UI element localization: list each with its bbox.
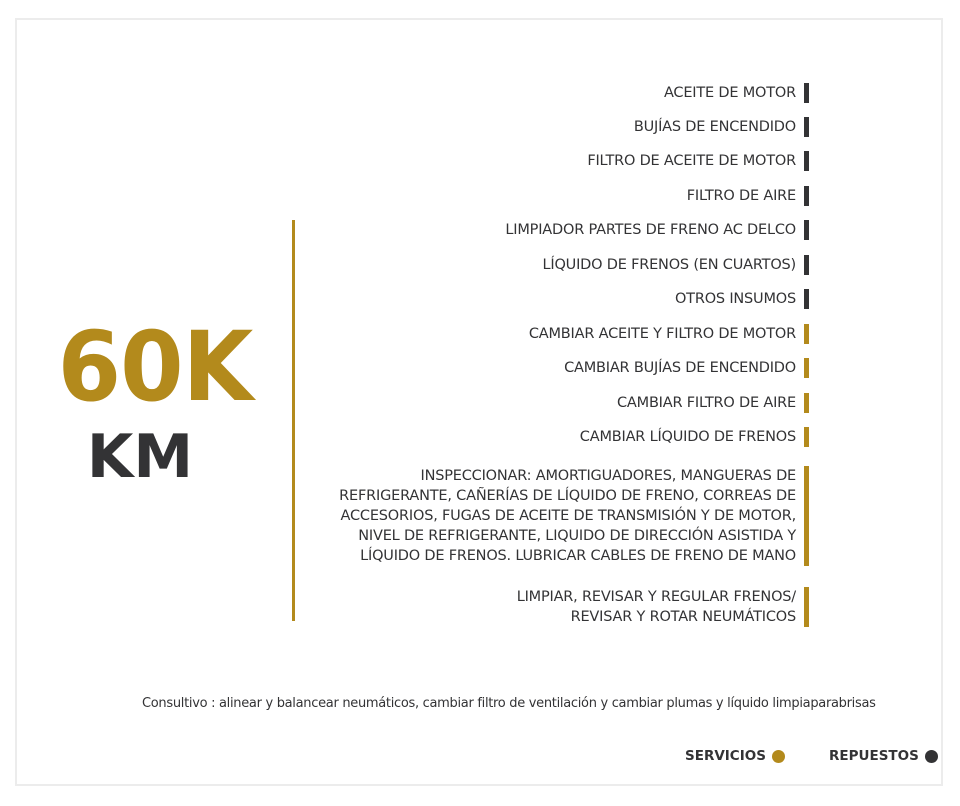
list-item-text: LÍQUIDO DE FRENOS (EN CUARTOS) <box>542 257 796 273</box>
list-item-text: LIMPIAR, REVISAR Y REGULAR FRENOS/ REVISAR Y ROTAR NEUMÁTICOS <box>516 589 796 625</box>
legend-servicios <box>685 748 785 764</box>
list-item <box>634 117 809 137</box>
vertical-divider <box>292 220 295 621</box>
servicio-marker <box>804 393 809 413</box>
legend-repuestos-label: REPUESTOS <box>829 748 919 764</box>
list-item <box>517 587 809 627</box>
servicio-marker <box>804 324 809 344</box>
list-item-text: CAMBIAR ACEITE Y FILTRO DE MOTOR <box>528 326 796 342</box>
list-item-text: FILTRO DE ACEITE DE MOTOR <box>587 153 796 169</box>
list-item-text: ACEITE DE MOTOR <box>663 85 796 101</box>
legend-repuestos-dot-icon <box>925 750 938 763</box>
interval-unit: KM <box>86 422 194 492</box>
repuesto-marker <box>804 117 809 137</box>
advisory-note: Consultivo : alinear y balancear neumáticos, cambiar filtro de ventilación y cambiar plumas y líquido limpiaparabrisas <box>142 696 876 711</box>
list-item <box>564 358 809 378</box>
list-item <box>587 151 809 171</box>
legend-servicios-dot-icon <box>772 750 785 763</box>
list-item-text: CAMBIAR BUJÍAS DE ENCENDIDO <box>564 360 796 376</box>
repuesto-marker <box>804 151 809 171</box>
servicio-marker <box>804 466 809 566</box>
list-item <box>505 220 809 240</box>
repuesto-marker <box>804 220 809 240</box>
servicio-marker <box>804 358 809 378</box>
list-item-text: CAMBIAR LÍQUIDO DE FRENOS <box>579 429 796 445</box>
list-item <box>339 466 809 566</box>
list-item <box>529 324 809 344</box>
repuesto-marker <box>804 255 809 275</box>
servicio-marker <box>804 427 809 447</box>
repuesto-marker <box>804 289 809 309</box>
list-item <box>664 83 809 103</box>
list-item-text: OTROS INSUMOS <box>674 291 796 307</box>
interval-block <box>40 312 270 492</box>
legend-servicios-label: SERVICIOS <box>685 748 766 764</box>
list-item <box>580 427 809 447</box>
list-item-text: BUJÍAS DE ENCENDIDO <box>633 119 796 135</box>
list-item <box>542 255 809 275</box>
list-item <box>675 289 809 309</box>
servicio-marker <box>804 587 809 627</box>
repuesto-marker <box>804 186 809 206</box>
repuesto-marker <box>804 83 809 103</box>
list-item-text: FILTRO DE AIRE <box>686 188 796 204</box>
interval-value: 60K <box>57 311 253 423</box>
list-item-text: INSPECCIONAR: AMORTIGUADORES, MANGUERAS DE REFRIGERANTE, CAÑERÍAS DE LÍQUIDO DE FRENO, CORREAS DE ACCESORIOS, FUGAS DE ACEITE DE TRANSMISIÓN Y DE MOTOR, NIVEL DE REFRIGERANTE, LIQUIDO DE DIRECCIÓN ASISTIDA Y LÍQUIDO DE FRENOS. LUBRICAR CABLES DE FRENO DE MANO <box>339 468 796 564</box>
list-item-text: LIMPIADOR PARTES DE FRENO AC DELCO <box>505 222 796 238</box>
list-item <box>687 186 809 206</box>
list-item <box>617 393 809 413</box>
legend-repuestos <box>829 748 938 764</box>
list-item-text: CAMBIAR FILTRO DE AIRE <box>616 395 796 411</box>
